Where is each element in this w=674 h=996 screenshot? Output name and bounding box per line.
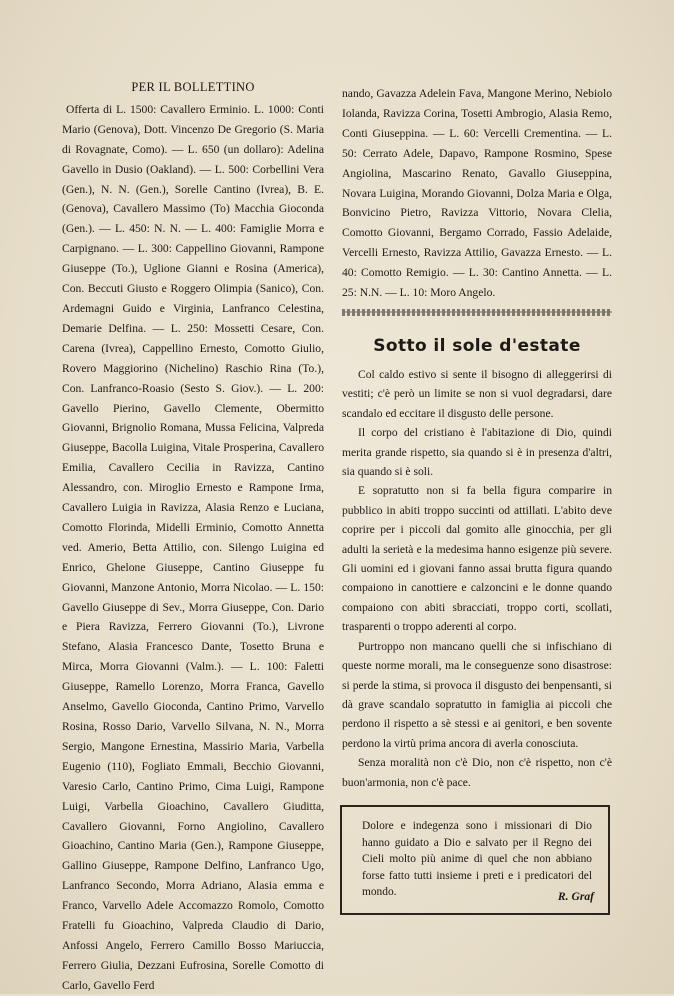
article-title: Sotto il sole d'estate bbox=[373, 336, 581, 356]
quote-author: R. Graf bbox=[557, 890, 594, 903]
donors-list-right: nando, Gavazza Adelein Fava, Mangone Merino, Nebiolo Iolanda, Ravizza Corina, Tosetti Ambrogio, Alasia Remo, Conti Giuseppina. — L. 60: Vercelli Crementina. — L. 50: Cerrato Adele, Dapavo, Rampone Rosmino, Spese Angiolina, Mascarino Renato, Gavallo Giuseppina, Novara Luigina, Morando Giovanni, Dolza Maria e Olga, Bonvicino Pietro, Ravizza Vittorio, Novara Clelia, Comotto Giovanni, Bergamo Corrado, Fassio Adelaide, Vercelli Ernesto, Ravizza Attilio, Gavazza Ernesto. — L. 40: Comotto Remigio. — L. 30: Cantino Annetta. — L. 25: N.N. — L. 10: Moro Angelo. bbox=[342, 87, 612, 300]
quote-text: Dolore e indegenza sono i missionari di Dio hanno guidato a Dio e salvato per il Regno dei Cieli molto più anime di quel che non abbiano forse fatto tutti insieme i preti e i predicatori del mondo. bbox=[362, 820, 592, 899]
bollettino-left-column bbox=[62, 78, 324, 996]
section-divider bbox=[342, 309, 612, 316]
article-paragraph: Purtroppo non mancano quelli che si infischiano di queste norme morali, ma le conseguenze sono disastrose: si perde la stima, si provoca il disgusto dei benpensanti, si dà grave scandalo sopratutto in famiglia ai piccoli che perdono il rispetto a sè stessi e ai genitori, e ben sovente perdono la virtù prima ancora di averla conosciuta. bbox=[342, 639, 612, 750]
article-paragraph: Senza moralità non c'è Dio, non c'è rispetto, non c'è buon'armonia, non c'è pace. bbox=[342, 756, 612, 789]
article-paragraph: Col caldo estivo si sente il bisogno di alleggerirsi di vestiti; c'è però un limite se non si vuol degradarsi, dare scandalo ed eccitare il disgusto delle persone. bbox=[342, 368, 612, 420]
article-paragraph: Il corpo del cristiano è l'abitazione di Dio, quindi merita grande rispetto, sia quando si è in presenza d'altri, sia quando si è soli. bbox=[342, 426, 612, 479]
article-body bbox=[342, 365, 612, 792]
article-paragraph: E sopratutto non si fa bella figura comparire in pubblico in abiti troppo succinti od attillati. L'abito deve coprire per i piccoli dal gomito alle ginocchia, per gli adulti la serietà e la medesima hanno esigenze più severe. Gli uomini ed i giovani fanno assai brutta figura quando compaiono in canottiere e calzoncini e le donne quando compaiono con abiti sbracciati, troppo corti, scollati, trasparenti o troppo aderenti al corpo. bbox=[342, 484, 612, 634]
bollettino-heading: PER IL BOLLETTINO bbox=[131, 80, 255, 94]
bollettino-right-column bbox=[342, 84, 612, 303]
donors-list-left: Offerta di L. 1500: Cavallero Erminio. L. 1000: Conti Mario (Genova), Dott. Vincenzo De Gregorio (S. Maria di Rovagnate, Como). — L. 650 (un dollaro): Adelina Gavello in Dusio (Oakland). — L. 500: Corbellini Vera (Gen.), N. N. (Gen.), Sorelle Cantino (Ivrea), B. E. (Genova), Cavallero Massimo (To) Macchia Gioconda (Gen.). — L. 450: N. N. — L. 400: Famiglie Morra e Carpignano. — L. 300: Cappellino Giovanni, Rampone Giuseppe (To.), Uglione Gianni e Rosina (America), Con. Beccuti Giusto e Roggero Olimpia (Sanico), Con. Ardemagni Guido e Virginia, Lanfranco Celestina, Demarie Delfina. — L. 250: Mossetti Cesare, Con. Carena (Ivrea), Cappellino Ernesto, Comotto Giulio, Rovero Maggiorino (Nichelino) Raschio Rina (To.), Con. Lanfranco-Roasio (Sesto S. Giov.). — L. 200: Gavello Pierino, Gavello Clemente, Obermitto Giovanni, Brignolio Romana, Mussa Felicina, Valpreda Giuseppe, Bacolla Luigina, Vitale Prosperina, Cavallero Emilia, Cavallero Cecilia in Ravizza, Cantino Alessandro, con. Miroglio Ernesto e Rampone Irma, Cavallero Luigia in Ravizza, Alasia Renzo e Luciana, Comotto Florinda, Midelli Erminio, Comotto Annetta ved. Amerio, Betta Attilio, con. Silengo Luigina ed Enrico, Ghelone Giuseppe, Cantino Giuseppe fu Giovanni, Manzone Antonio, Morra Nicolao. — L. 150: Gavello Giuseppe di Sev., Morra Giuseppe, Con. Dario e Piera Ravizza, Ferrero Giovanni (To.), Livrone Stefano, Alasia Francesco Dante, Tosetto Bruna e Mirca, Morra Giovanni (Valm.). — L. 100: Faletti Giuseppe, Ramello Lorenzo, Morra Franca, Gavello Anselmo, Gavello Gioconda, Cantino Primo, Varvello Rosina, Rosso Dario, Varvello Silvana, N. N., Morra Sergio, Mangone Ernestina, Massirio Maria, Varbella Eugenio (110), Fogliato Emmali, Becchio Giovanni, Varesio Carlo, Cantino Primo, Cima Luigi, Rampone Luigi, Varbella Gioachino, Cavallero Giuditta, Cavallero Giovanni, Forno Angiolino, Cavallero Gioachino, Cantino Maria (Gen.), Rampone Giuseppe, Gallino Giuseppe, Rampone Delfino, Lanfranco Ugo, Lanfranco Secondo, Morra Adriano, Alasia emma e Franco, Varvello Adele Accomazzo Romolo, Comotto Fratelli fu Gioachino, Valpreda Claudio di Dario, Anfossi Angelo, Ferrero Camillo Bosso Mariuccia, Ferrero Giulia, Dezzani Eufrosina, Sorelle Comotto di Carlo, Gavello Ferd bbox=[62, 102, 324, 992]
